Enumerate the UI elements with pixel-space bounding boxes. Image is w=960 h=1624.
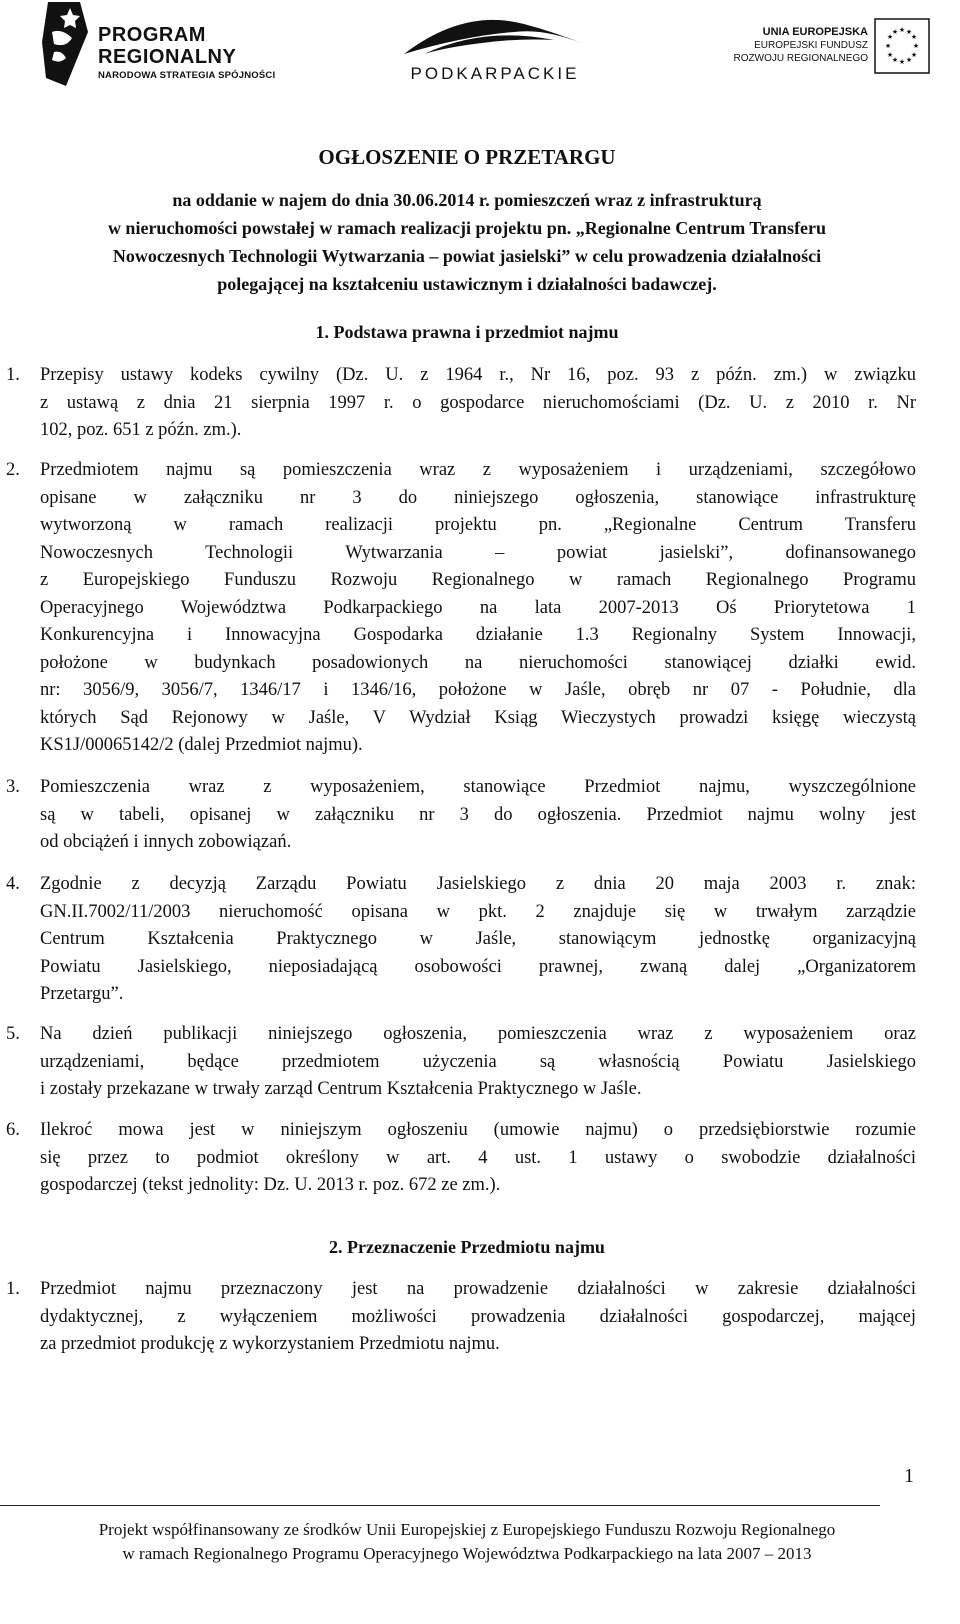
footer-divider <box>0 1505 880 1506</box>
text-line: z ustawą z dnia 21 sierpnia 1997 r. o gospodarce nieruchomościami (Dz. U. z 2010 r. Nr <box>40 392 916 413</box>
svg-text:★: ★ <box>886 51 894 59</box>
text-line: Przedmiotem najmu są pomieszczenia wraz z wyposażeniem i urządzeniami, szczegółowo <box>40 460 916 480</box>
text-line: GN.II.7002/11/2003 nieruchomość opisana w pkt. 2 znajduje się w trwałym zarządzie <box>40 901 916 922</box>
svg-text:★: ★ <box>910 51 918 59</box>
item-number: 4. <box>6 874 20 894</box>
item-text <box>40 1021 916 1104</box>
text-line: nr: 3056/9, 3056/7, 1346/17 i 1346/16, położone w Jaśle, obręb nr 07 - Południe, dla <box>40 680 916 700</box>
text-line: Powiatu Jasielskiego, nieposiadającą osobowości prawnej, zwaną dalej „Organizatorem <box>40 956 916 977</box>
svg-text:★: ★ <box>912 42 920 50</box>
text-line: Ilekroć mowa jest w niniejszym ogłoszeniu (umowie najmu) o przedsiębiorstwie rozumie <box>40 1120 916 1140</box>
document-title: OGŁOSZENIE O PRZETARGU <box>318 145 616 169</box>
eu-logo <box>722 14 932 84</box>
podkarpackie-mountain-icon <box>404 14 584 58</box>
item-text <box>40 1117 916 1200</box>
text-line: Przetargu”. <box>40 984 124 1004</box>
section2-heading: 2. Przeznaczenie Przedmiotu najmu <box>329 1237 605 1257</box>
item-number: 2. <box>6 460 20 480</box>
footer-line-1: Projekt współfinansowany ze środków Unii Europejskiej z Europejskiego Funduszu Rozwoju Regionalnego <box>98 1520 836 1539</box>
item-number: 6. <box>6 1120 20 1140</box>
text-line: Operacyjnego Województwa Podkarpackiego na lata 2007-2013 Oś Priorytetowa 1 <box>40 597 916 618</box>
item-number: 5. <box>6 1024 20 1044</box>
eu-logo-line3: ROZWOJU REGIONALNEGO <box>733 53 868 64</box>
program-logo-line3: NARODOWA STRATEGIA SPÓJNOŚCI <box>98 70 276 81</box>
svg-text:★: ★ <box>886 33 894 41</box>
subtitle-line: w nieruchomości powstałej w ramach realizacji projektu pn. „Regionalne Centrum Transferu <box>107 218 827 238</box>
text-line: Pomieszczenia wraz z wyposażeniem, stanowiące Przedmiot najmu, wyszczególnione <box>40 777 916 797</box>
item-text <box>40 457 916 760</box>
program-emblem-icon <box>40 2 90 86</box>
text-line: opisane w załączniku nr 3 do niniejszego ogłoszenia, stanowiące infrastrukturę <box>40 487 916 508</box>
svg-text:★: ★ <box>891 56 899 64</box>
text-line: się przez to podmiot określony w art. 4 ust. 1 ustawy o swobodzie działalności <box>40 1147 916 1168</box>
text-line: których Sąd Rejonowy w Jaśle, V Wydział Ksiąg Wieczystych prowadzi księgę wieczystą <box>40 707 916 728</box>
text-line: Zgodnie z decyzją Zarządu Powiatu Jasielskiego z dnia 20 maja 2003 r. znak: <box>40 874 916 894</box>
text-line: z Europejskiego Funduszu Rozwoju Regionalnego w ramach Regionalnego Programu <box>40 570 916 590</box>
svg-text:★: ★ <box>884 42 892 50</box>
subtitle-line: polegającej na kształceniu ustawicznym i działalności badawczej. <box>217 274 717 294</box>
svg-text:★: ★ <box>905 56 913 64</box>
text-line: Przedmiot najmu przeznaczony jest na prowadzenie działalności w zakresie działalności <box>40 1279 916 1299</box>
text-line: położone w budynkach posadowionych na nieruchomości stanowiącej działki ewid. <box>40 652 916 673</box>
footer-line-2: w ramach Regionalnego Programu Operacyjnego Województwa Podkarpackiego na lata 2007 – 2013 <box>122 1544 812 1563</box>
text-line: Centrum Kształcenia Praktycznego w Jaśle, stanowiącym jednostkę organizacyjną <box>40 929 916 949</box>
text-line: i zostały przekazane w trwały zarząd Centrum Kształcenia Praktycznego w Jaśle. <box>40 1079 642 1099</box>
program-regionalny-logo <box>40 2 300 86</box>
podkarpackie-logo <box>398 14 598 84</box>
page-number: 1 <box>904 1465 914 1487</box>
svg-text:★: ★ <box>898 26 906 34</box>
item-text <box>40 1276 916 1359</box>
podkarpackie-logo-text: PODKARPACKIE <box>410 64 580 83</box>
section1-heading: 1. Podstawa prawna i przedmiot najmu <box>315 322 619 342</box>
svg-text:★: ★ <box>910 33 918 41</box>
item-text <box>40 774 916 857</box>
program-logo-line1: PROGRAM <box>98 24 206 46</box>
text-line: wytworzoną w ramach realizacji projektu pn. „Regionalne Centrum Transferu <box>40 515 916 535</box>
text-line: KS1J/00065142/2 (dalej Przedmiot najmu). <box>40 735 363 755</box>
eu-flag-icon <box>874 18 930 74</box>
text-line: Na dzień publikacji niniejszego ogłoszenia, pomieszczenia wraz z wyposażeniem oraz <box>40 1024 916 1044</box>
eu-logo-line1: UNIA EUROPEJSKA <box>762 26 868 38</box>
text-line: urządzeniami, będące przedmiotem użyczenia są własnością Powiatu Jasielskiego <box>40 1051 916 1072</box>
svg-text:★: ★ <box>905 28 913 36</box>
eu-logo-line2: EUROPEJSKI FUNDUSZ <box>754 40 868 51</box>
subtitle-line: Nowoczesnych Technologii Wytwarzania – powiat jasielski” w celu prowadzenia działalności <box>112 246 822 266</box>
text-line: 102, poz. 651 z późn. zm.). <box>40 420 242 440</box>
svg-text:★: ★ <box>891 28 899 36</box>
document-subtitle <box>0 186 934 298</box>
subtitle-line: na oddanie w najem do dnia 30.06.2014 r. pomieszczeń wraz z infrastrukturą <box>172 190 762 210</box>
text-line: Nowoczesnych Technologii Wytwarzania – powiat jasielski”, dofinansowanego <box>40 542 916 563</box>
item-text <box>40 871 916 1009</box>
svg-text:★: ★ <box>898 58 906 66</box>
text-line: dydaktycznej, z wyłączeniem możliwości prowadzenia działalności gospodarczej, mającej <box>40 1306 916 1327</box>
item-number: 1. <box>6 1279 20 1299</box>
text-line: gospodarczej (tekst jednolity: Dz. U. 2013 r. poz. 672 ze zm.). <box>40 1175 501 1195</box>
item-number: 3. <box>6 777 20 797</box>
item-text <box>40 362 916 445</box>
text-line: od obciążeń i innych zobowiązań. <box>40 832 292 852</box>
program-logo-line2: REGIONALNY <box>98 46 237 68</box>
text-line: Konkurencyjna i Innowacyjna Gospodarka działanie 1.3 Regionalny System Innowacji, <box>40 625 916 645</box>
text-line: są w tabeli, opisanej w załączniku nr 3 do ogłoszenia. Przedmiot najmu wolny jest <box>40 804 916 825</box>
text-line: Przepisy ustawy kodeks cywilny (Dz. U. z 1964 r., Nr 16, poz. 93 z późn. zm.) w związku <box>40 365 916 385</box>
text-line: za przedmiot produkcję z wykorzystaniem Przedmiotu najmu. <box>40 1334 500 1354</box>
item-number: 1. <box>6 365 20 385</box>
